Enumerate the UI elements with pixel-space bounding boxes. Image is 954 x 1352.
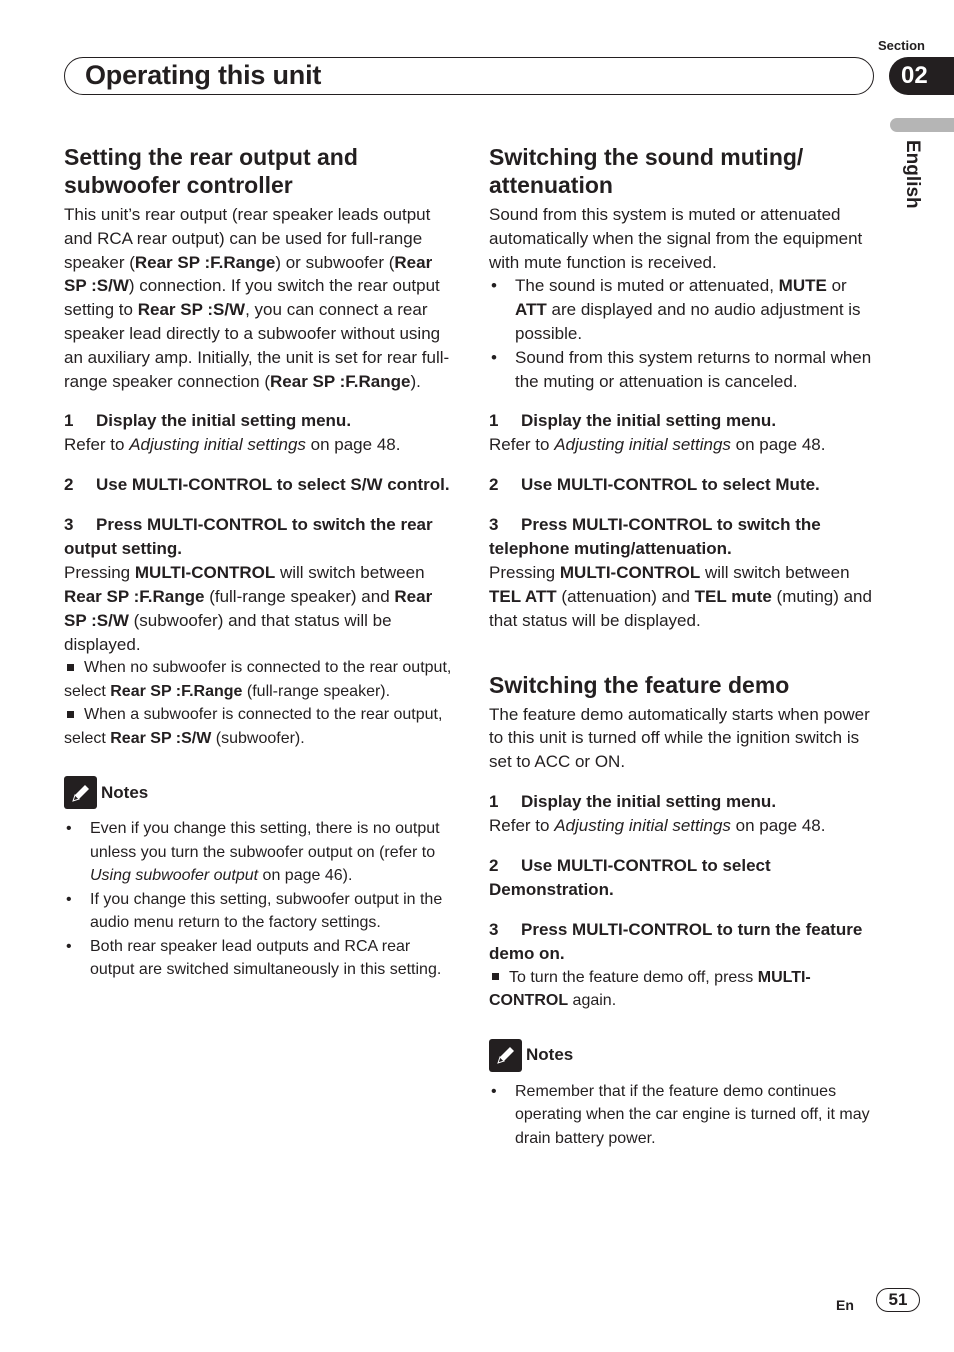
step-3 [489, 513, 879, 561]
page-title-bar [64, 57, 874, 95]
text-run: (muting) and that status will be displayed. [489, 586, 872, 630]
text-run: again. [568, 992, 617, 1010]
step-title: Use MULTI-CONTROL to select Demonstration. [489, 855, 771, 899]
bold-term: Rear SP :S/W [64, 252, 433, 296]
step-2 [64, 473, 454, 497]
muting-intro: Sound from this system is muted or attenuated automatically when the signal from the equipment with mute function is received. [489, 205, 863, 272]
rear-output-intro [64, 203, 454, 393]
step-number: 1 [489, 411, 499, 431]
rear-output-heading: Setting the rear output and subwoofer controller [64, 144, 358, 198]
section-number-badge: 02 [889, 57, 954, 95]
note-item [64, 817, 454, 888]
bold-term: Rear SP :S/W [137, 300, 246, 320]
right-column [489, 143, 879, 1150]
text-run: When a subwoofer is connected to the rear output, select [64, 706, 443, 747]
step-3 [64, 513, 454, 561]
text-run: Pressing [64, 563, 135, 583]
note-text [90, 938, 441, 979]
step-3 [489, 918, 879, 966]
bullet-dot: • [66, 890, 72, 908]
note-item [489, 1080, 879, 1151]
italic-reference: Adjusting initial settings [129, 435, 306, 455]
step-number: 2 [489, 855, 499, 875]
step-1-body [489, 433, 879, 457]
note-text [515, 1083, 870, 1147]
text-run: (full-range speaker) and [204, 586, 395, 606]
step-2 [489, 473, 879, 497]
bullet-item [489, 346, 879, 394]
step-1 [489, 409, 879, 433]
text-run: ) or subwoofer ( [275, 252, 395, 272]
note-text [90, 891, 442, 932]
text-run: To turn the feature demo off, press [509, 968, 758, 986]
square-bullet-icon [67, 664, 74, 671]
text-run: on page 48. [305, 435, 401, 455]
muting-heading: Switching the sound muting/ attenuation [489, 144, 804, 198]
bold-term: Rear SP :F.Range [64, 586, 205, 606]
step-title: Press MULTI-CONTROL to switch the rear output setting. [64, 515, 433, 559]
text-run: ). [410, 371, 421, 391]
bold-term: Rear SP :F.Range [270, 371, 411, 391]
language-label: English [902, 140, 923, 209]
italic-reference: Adjusting initial settings [554, 435, 731, 455]
pencil-note-icon [489, 1039, 522, 1072]
bullet-text [515, 348, 871, 391]
bold-term: Rear SP :F.Range [134, 252, 276, 272]
text-run: (subwoofer) and that status will be displayed. [64, 610, 392, 654]
note-item [64, 888, 454, 935]
section-label: Section [878, 38, 925, 53]
notes-header [489, 1039, 879, 1072]
bullet-dot: • [66, 820, 72, 838]
text-run: When no subwoofer is connected to the rear output, select [64, 659, 452, 700]
bold-term: TEL ATT [489, 586, 557, 606]
sub-note-text [64, 706, 442, 747]
bold-term: Rear SP :S/W [110, 729, 212, 747]
step-number: 1 [489, 791, 499, 811]
step-title: Press MULTI-CONTROL to turn the feature demo on. [489, 919, 863, 963]
step-number: 2 [489, 475, 499, 495]
bullet-text [515, 276, 861, 343]
bullet-item [489, 274, 879, 345]
step-number: 3 [64, 515, 74, 535]
bold-term: MULTI-CONTROL [559, 563, 701, 583]
note-text [90, 820, 440, 884]
bold-term: MULTI-CONTROL [489, 968, 811, 1010]
text-run: or [826, 276, 847, 296]
bullet-dot: • [66, 937, 72, 955]
step-1-body [489, 814, 879, 838]
notes-list [64, 817, 454, 982]
text-run: The sound is muted or attenuated, [515, 276, 779, 296]
text-run: (full-range speaker). [242, 682, 391, 700]
page-number: 51 [876, 1288, 920, 1312]
notes-label: Notes [101, 782, 149, 802]
sub-note [64, 656, 454, 703]
step-1 [489, 790, 879, 814]
step-title: Display the initial setting menu. [521, 791, 777, 811]
text-run: , you can connect a rear speaker lead directly to a subwoofer without using an auxiliary amp. Initially, the unit is set for rear full-range speaker connection ( [64, 300, 450, 391]
pencil-note-icon [64, 776, 97, 809]
bold-term: TEL mute [694, 586, 772, 606]
italic-reference: Adjusting initial settings [554, 815, 731, 835]
step-number: 1 [64, 411, 74, 431]
notes-header [64, 776, 454, 809]
square-bullet-icon [492, 973, 499, 980]
sub-note-text [64, 659, 451, 700]
feature-demo-intro: The feature demo automatically starts when power to this unit is turned off while the ignition switch is set to ACC or ON. [489, 704, 870, 772]
bold-term: MULTI-CONTROL [134, 563, 276, 583]
text-run: Sound from this system returns to normal when the muting or attenuation is canceled. [515, 347, 872, 391]
step-title: Display the initial setting menu. [521, 411, 777, 431]
sub-note-text [489, 969, 811, 1010]
text-run: Refer to [64, 435, 130, 455]
step-2 [489, 854, 879, 902]
text-run: Even if you change this setting, there is no output unless you turn the subwoofer output on (refer to [90, 820, 440, 861]
text-run: on page 48. [730, 435, 826, 455]
step-title: Use MULTI-CONTROL to select Mute. [521, 475, 820, 495]
footer-language-code: En [836, 1297, 854, 1313]
page-title: Operating this unit [85, 60, 322, 90]
text-run: Refer to [489, 815, 555, 835]
text-run: will switch between [275, 563, 425, 583]
text-run: on page 48. [730, 815, 826, 835]
step-title: Use MULTI-CONTROL to select S/W control. [96, 475, 450, 495]
step-3-body [64, 561, 454, 656]
step-number: 2 [64, 475, 74, 495]
language-tab-bar [890, 118, 954, 132]
text-run: Both rear speaker lead outputs and RCA rear output are switched simultaneously in this setting. [90, 937, 442, 979]
text-run: (attenuation) and [556, 586, 695, 606]
text-run: Remember that if the feature demo continues operating when the car engine is turned off, it may drain battery power. [515, 1082, 870, 1147]
sub-note [489, 966, 879, 1013]
bold-term: Rear SP :S/W [64, 586, 433, 630]
text-run: Refer to [489, 435, 555, 455]
muting-bullets [489, 274, 879, 393]
sub-note [64, 703, 454, 750]
italic-reference: Using subwoofer output [90, 867, 259, 885]
text-run: on page 46). [258, 867, 353, 885]
bold-term: ATT [515, 300, 547, 320]
notes-list [489, 1080, 879, 1151]
text-run: Pressing [489, 563, 560, 583]
step-number: 3 [489, 515, 499, 535]
feature-demo-heading: Switching the feature demo [489, 671, 790, 698]
bold-term: Rear SP :F.Range [110, 682, 243, 700]
step-1-body [64, 433, 454, 457]
text-run: ) connection. If you switch the rear output setting to [64, 276, 440, 320]
text-run: (subwoofer). [211, 729, 305, 747]
text-run: If you change this setting, subwoofer output in the audio menu return to the factory settings. [90, 890, 443, 932]
bullet-dot: • [491, 276, 497, 296]
bold-term: MUTE [778, 276, 827, 296]
step-title: Display the initial setting menu. [96, 411, 352, 431]
step-3-body [489, 561, 879, 632]
step-1 [64, 409, 454, 433]
note-item [64, 935, 454, 982]
text-run: This unit’s rear output (rear speaker leads output and RCA rear output) can be used for full-range speaker ( [64, 205, 431, 272]
bullet-dot: • [491, 1082, 497, 1100]
notes-label: Notes [526, 1045, 574, 1065]
bullet-dot: • [491, 347, 497, 367]
step-number: 3 [489, 919, 499, 939]
text-run: are displayed and no audio adjustment is possible. [515, 300, 861, 343]
text-run: will switch between [700, 563, 850, 583]
square-bullet-icon [67, 711, 74, 718]
left-column [64, 143, 454, 982]
step-title: Press MULTI-CONTROL to switch the telephone muting/attenuation. [489, 515, 821, 559]
